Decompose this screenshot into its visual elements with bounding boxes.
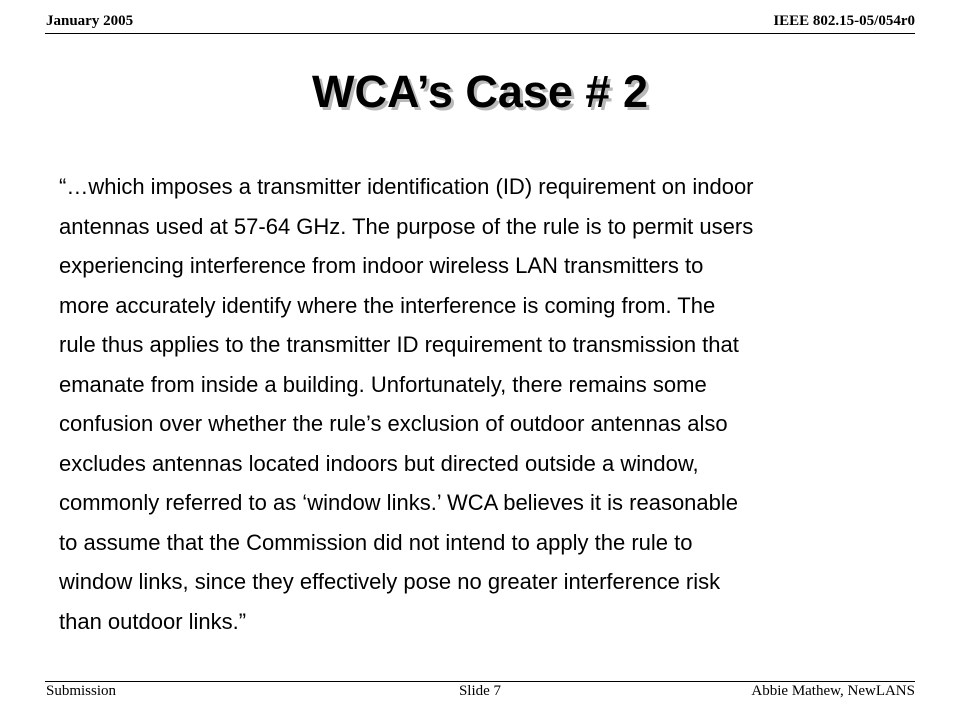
slide-title: WCA’s Case # 2	[312, 66, 648, 117]
body-line: confusion over whether the rule’s exclusion of outdoor antennas also	[59, 411, 728, 436]
header-date: January 2005	[46, 13, 134, 29]
body-line: “…which imposes a transmitter identification (ID) requirement on indoor	[59, 174, 754, 199]
body-line: than outdoor links.”	[59, 608, 247, 634]
body-line: antennas used at 57-64 GHz. The purpose of the rule is to permit users	[59, 213, 754, 239]
body-line: rule thus applies to the transmitter ID requirement to transmission that	[59, 332, 739, 357]
body-line: experiencing interference from indoor wireless LAN transmitters to	[59, 253, 704, 278]
body-line: emanate from inside a building. Unfortunately, there remains some	[59, 371, 707, 397]
body-line: to assume that the Commission did not intend to apply the rule to	[59, 529, 693, 555]
slide-body-quote	[59, 167, 929, 641]
header-document-id: IEEE 802.15-05/054r0	[773, 13, 915, 29]
body-line: more accurately identify where the interference is coming from. The	[59, 292, 716, 318]
body-line: window links, since they effectively pose no greater interference risk	[59, 569, 721, 594]
body-line: commonly referred to as ‘window links.’ WCA believes it is reasonable	[59, 490, 739, 515]
body-line: excludes antennas located indoors but directed outside a window,	[59, 450, 699, 476]
footer-author: Abbie Mathew, NewLANS	[751, 683, 915, 699]
footer-slide-number: Slide 7	[458, 683, 502, 699]
footer-submission: Submission	[46, 683, 117, 699]
header-divider	[45, 33, 915, 34]
